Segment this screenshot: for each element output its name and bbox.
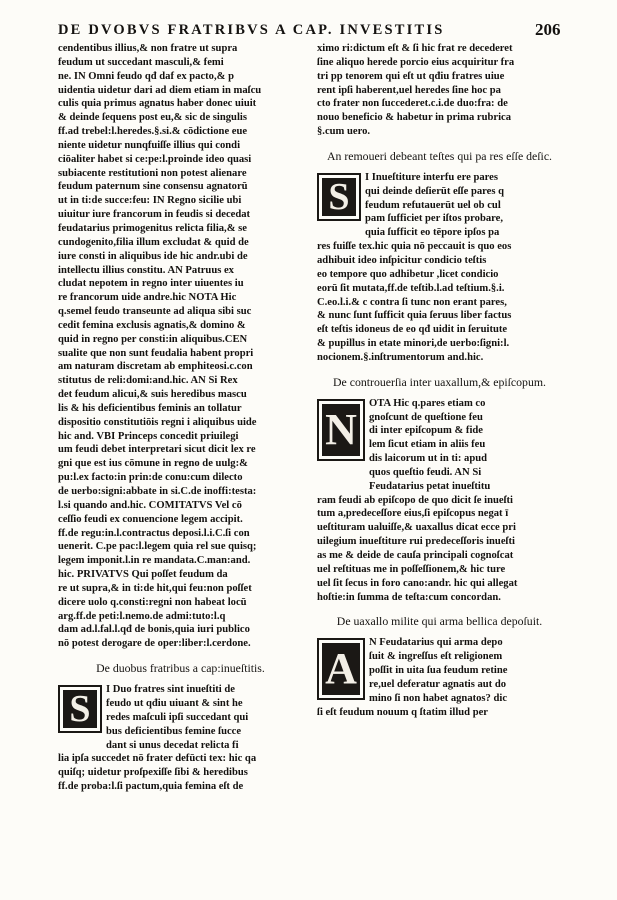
text-line: dis laicorum ut in ti: apud	[369, 453, 488, 465]
text-line: legem imponit.l.in re mandata.C.man:and.	[58, 555, 251, 567]
text-line: cendentibus illius,& non fratre ut supra	[58, 43, 238, 54]
text-line: quia ſufficit eo tēpore ipſos pa	[365, 227, 500, 239]
text-line: eo tempore quo adhibetur ,licet condicio	[317, 268, 499, 280]
text-line: feudum refutauerūt uel ob cul	[365, 199, 501, 211]
text-line: feudatarius primogenitus relicta filia,& se	[58, 222, 248, 234]
text-line: hoſtie:in ſumma de teſta:cum concordan.	[317, 591, 501, 603]
text-line: lia ipſa succedet nō frater defūcti tex: hic qa	[58, 753, 257, 765]
text-line: uel reſtituas me in poſſeſſionem,& hic ture	[317, 563, 506, 575]
text-line: quos queſtio feudi. AN Si	[369, 466, 482, 478]
text-line: cundogenito,filia illum excludat & quid de	[58, 236, 249, 248]
text-line: hic. PRIVATVS Qui poſſet feudum da	[58, 569, 228, 581]
text-line: ueſtituram ualuiſſe,& uaxallus dicat ecce pri	[317, 522, 516, 534]
text-line: qui deinde deſierūt eſſe pares q	[365, 185, 505, 197]
heading-text: An remoueri debeant teſtes qui pa res eſſe deſic.	[326, 148, 553, 163]
text-line: di inter epiſcopum & fide	[369, 425, 483, 437]
text-line: ff.de regu:in.l.contractus deposi.l.i.C.ſi con	[58, 527, 250, 539]
section-heading-duobus-fratribus	[58, 661, 303, 675]
heading-text: De uaxallo milite qui arma bellica depoſuit.	[336, 614, 543, 629]
text-line: lis & his deficientibus feminis an tollatur	[58, 402, 242, 414]
section-heading-controuersia	[317, 375, 562, 389]
text-line: ſi eſt feudum nouum q ſtatim illud per	[317, 706, 488, 718]
text-line: §.cum uero.	[317, 126, 371, 138]
text-line: C.eo.l.i.& c contra ſi tunc non erant pares,	[317, 296, 507, 308]
right-column	[317, 42, 562, 719]
text-line: nocionem.§.inſtrumentorum and.hic.	[317, 351, 484, 363]
section-body-testes	[317, 171, 562, 365]
text-line: cludat nepotem in regno inter uiuentes iu	[58, 278, 244, 290]
text-line: ff.de proba:l.ſi pactum,quia femina eſt de	[58, 781, 244, 793]
running-head: DE DVOBVS FRATRIBVS A CAP. INVESTITIS	[58, 22, 445, 38]
section-body-controuersia	[317, 397, 562, 605]
text-line: q.semel feudo transeunte ad aliqua sibi suc	[58, 306, 252, 318]
text-line: N Feudatarius qui arma depo	[369, 637, 503, 649]
text-line: gnoſcunt de queſtione feu	[369, 411, 483, 423]
text-line: am naturam discretam ab emphiteosi.c.con	[58, 361, 253, 373]
text-line: poſſit in uita ſua feudum retine	[369, 665, 508, 677]
text-line: um feudi debet interpretari sicut dicit lex re	[58, 444, 256, 456]
text-line: ceſſio feudi ex conuencione legem accipit.	[58, 513, 243, 525]
text-line: redes maſculi ipſi succedant qui	[106, 711, 249, 723]
text-line: rent ipſi haberent,uel heredes ſine hoc pa	[317, 84, 501, 96]
text-line: nō potest derogare de oper:liber:l.cerdone.	[58, 638, 251, 650]
left-text-block	[58, 42, 303, 651]
text-line: det feudum alicui,& suis heredibus mascu	[58, 389, 247, 401]
text-line: uenerit. C.pe pac:l.legem quia rel sue quisq;	[58, 541, 257, 553]
text-line: as me & deide de cauſa principali cognoſcat	[317, 550, 514, 561]
text-line: feudum paternum sine consensu agnatorū	[58, 181, 248, 193]
decorated-initial-s: S	[58, 685, 102, 733]
text-line: ne. IN Omni feudo qđ daf ex pacto,& p	[58, 70, 234, 82]
text-line: arg.ff.de peti:l.nemo.de admi:tuto:l.q	[58, 610, 226, 622]
text-line: quid in regno per consti:in aliquibus.CEN	[58, 333, 248, 345]
text-line: OTA Hic q.pares etiam co	[369, 397, 486, 409]
text-line: I Inueſtiture interfu ere pares	[365, 171, 498, 183]
text-line: sualite que non sunt feudalia habent propri	[58, 347, 254, 359]
text-line: niente uidetur nunqfuiſſe illius qui condi	[58, 139, 241, 151]
heading-text: De controuerſia inter uaxallum,& epiſcopum.	[333, 374, 546, 389]
text-line: pu:l.ex facto:in prin:de conu:cum dilecto	[58, 472, 243, 484]
text-line: & pupillus in etate minori,de uerbo:ſigni:l.	[317, 338, 510, 350]
text-line: pam ſufficiet per iſtos probare,	[365, 213, 504, 225]
text-line: mino ſi non habet agnatos? dic	[369, 692, 508, 704]
text-line: adhibuit ideo inſpicitur condicio teſtis	[317, 254, 487, 266]
left-column	[58, 42, 303, 794]
text-line: cto frater non ſuccederet.c.i.de duo:fra: de	[317, 98, 508, 110]
text-line: subiacente restitutioni non potest alienare	[58, 167, 247, 179]
text-line: dicere uolo q.consti:regni non habeat locū	[58, 596, 247, 608]
text-line: uiuitur iure francorum in feudis si decedat	[58, 209, 251, 221]
text-line: feudum ut succedant masculi,& femi	[58, 56, 224, 68]
text-line: eſt teſtis idoneus de eo qđ uidit in ſeruitute	[317, 324, 508, 336]
text-line: ut in ti:de succe:feu: IN Regno sicilie ubi	[58, 195, 242, 207]
text-line: re,uel deferatur agnatis aut do	[369, 678, 507, 690]
text-line: tri pp tenorem qui eſt ut qđiu fratres uiue	[317, 70, 505, 82]
text-line: ximo ri:dictum eſt & ſi hic frat re decederet	[317, 43, 513, 54]
text-line: tum a,predeceſſore eius,ſi epiſcopus negat ī	[317, 508, 509, 520]
decorated-initial-s: S	[317, 173, 361, 221]
text-line: stitutus de reli:domi:and.hic. AN Si Rex	[58, 375, 238, 387]
text-line: hic and. VBI Princeps concedit priuilegi	[58, 430, 239, 442]
text-line: ff.ad trebel:l.heredes.§.si.& cōdictione eue	[58, 126, 248, 138]
section-body-duobus-fratribus	[58, 683, 303, 794]
text-line: uel ſit ſecus in foro cano:andr. hic qui allegat	[317, 577, 518, 589]
decorated-initial-a: A	[317, 638, 365, 700]
text-line: l.si quando and.hic. COMITATVS Vel cō	[58, 499, 242, 511]
text-line: bus deficientibus femine ſucce	[106, 725, 242, 737]
text-line: re francorum uide andre.hic NOTA Hic	[58, 292, 237, 304]
text-line: I Duo fratres sint inueſtiti de	[106, 684, 235, 696]
text-line: intellectu illius constitu. AN Patruus ex	[58, 264, 234, 276]
text-line: dam ad.l.fal.l.qđ de bonis,quia iuri publico	[58, 624, 250, 636]
text-line: de uerbo:signi:abbate in si.C.de inoffi:testa:	[58, 486, 257, 497]
text-line: dant si unus decedat relicta fi	[106, 739, 239, 751]
text-line: & nunc ſunt ſufficit quia ſeruus liber factus	[317, 310, 512, 322]
text-line: nouo beneficio & habetur in prima rubrica	[317, 112, 512, 124]
text-line: ram feudi ab epiſcopo de quo dicit ſe inueſti	[317, 494, 513, 506]
text-line: gni que est ius cōmune in regno de uulg:&	[58, 458, 248, 470]
text-line: eorū ſit mutata,ff.de teſtib.l.ad teſtium.§.i.	[317, 282, 505, 294]
text-line: uilegium inueſtiture rui predeceſſoris inueſti	[317, 536, 515, 548]
text-line: ſuit & ingreſſus eſt religionem	[369, 651, 503, 663]
text-line: res fuiſſe tex.hic quia nō peccauit is quo eos	[317, 241, 512, 253]
text-line: & deinde ſequens post eu,& sic de singulis	[58, 112, 247, 124]
text-line: feudo ut qđiu uiuant & sint he	[106, 697, 243, 709]
text-line: dispositio constitutiōis regni i aliquibus uide	[58, 416, 257, 428]
section-body-uaxallo	[317, 636, 562, 719]
folio-number: 206	[535, 20, 561, 39]
text-line: culis quia primus agnatus haber donec uiuit	[58, 98, 257, 110]
text-line: re ut supra,& in ti:de hit,qui feu:non poſſet	[58, 582, 252, 594]
text-line: lem ſicut etiam in aliis feu	[369, 439, 486, 451]
text-line: uidentia uidetur dari ad diem etiam in maſcu	[58, 84, 262, 96]
text-line: iure consti in aliquibus ide hic andr.ubi de	[58, 250, 248, 262]
section-heading-testes	[317, 149, 562, 163]
right-text-block	[317, 42, 562, 139]
text-line: Feudatarius petat inueſtitu	[369, 480, 491, 492]
heading-text: De duobus fratribus a cap:inueſtitis.	[96, 661, 265, 676]
text-line: cedit femina exclusis agnatis,& domino &	[58, 319, 246, 331]
decorated-initial-n: N	[317, 399, 365, 461]
text-line: ciōaliter habet si ce:pe:l.proinde ideo quasi	[58, 153, 252, 165]
text-line: ſine aliquo herede porcio eius acquiritur fra	[317, 56, 515, 68]
text-line: quiſq; uidetur proſpexiſſe ſibi & heredibus	[58, 767, 248, 779]
section-heading-uaxallo	[317, 614, 562, 628]
